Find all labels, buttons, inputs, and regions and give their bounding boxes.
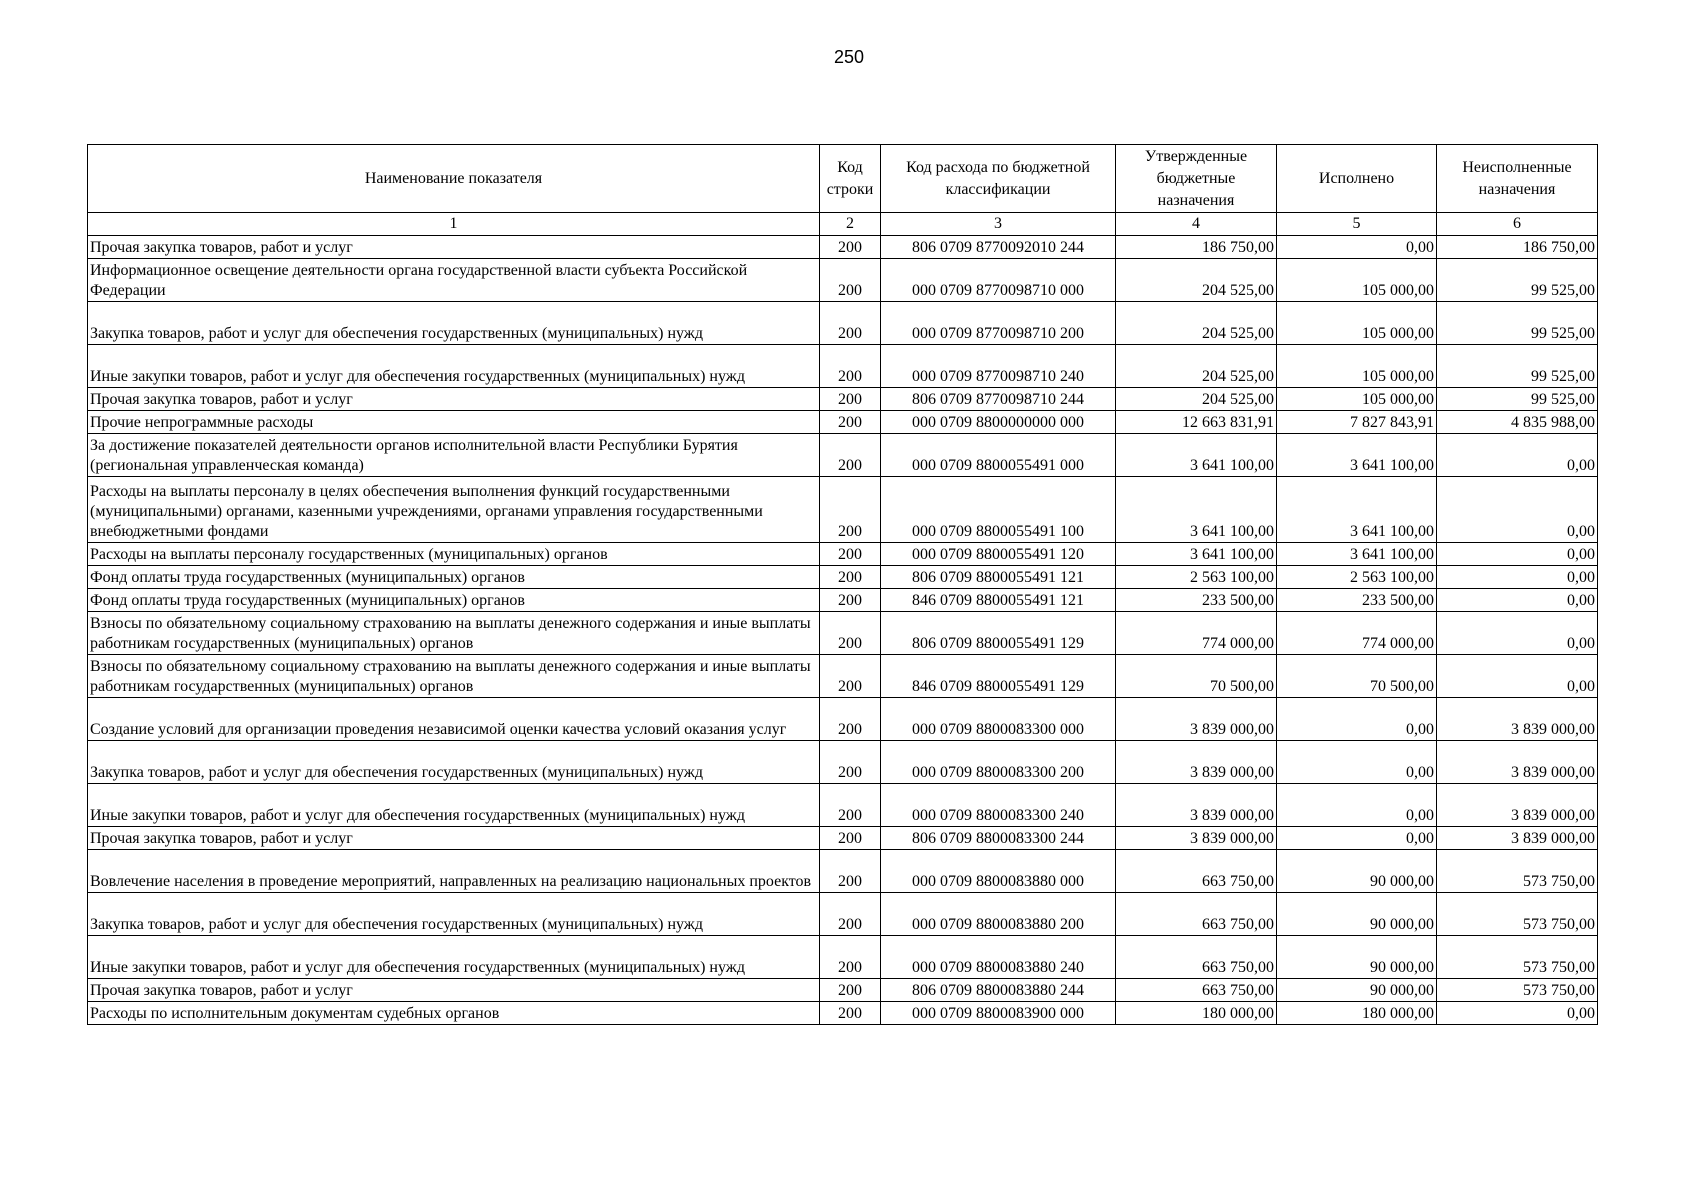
- row-name: Расходы на выплаты персоналу государственных (муниципальных) органов: [88, 543, 820, 566]
- row-executed: 0,00: [1277, 741, 1437, 784]
- row-unexecuted: 0,00: [1437, 1002, 1598, 1025]
- row-executed: 90 000,00: [1277, 936, 1437, 979]
- row-executed: 0,00: [1277, 698, 1437, 741]
- row-name: Фонд оплаты труда государственных (муниципальных) органов: [88, 566, 820, 589]
- row-approved: 774 000,00: [1116, 612, 1277, 655]
- row-code: 200: [820, 434, 881, 477]
- row-executed: 3 641 100,00: [1277, 434, 1437, 477]
- row-unexecuted: 99 525,00: [1437, 388, 1598, 411]
- row-unexecuted: 0,00: [1437, 612, 1598, 655]
- row-name: Прочая закупка товаров, работ и услуг: [88, 388, 820, 411]
- table-row: [88, 589, 1598, 612]
- row-approved: 3 641 100,00: [1116, 543, 1277, 566]
- table-row: [88, 784, 1598, 827]
- row-executed: 105 000,00: [1277, 302, 1437, 345]
- header-executed: Исполнено: [1277, 145, 1437, 213]
- row-code: 200: [820, 589, 881, 612]
- row-name: Расходы по исполнительным документам судебных органов: [88, 1002, 820, 1025]
- row-code: 200: [820, 979, 881, 1002]
- row-code: 200: [820, 850, 881, 893]
- row-name: Иные закупки товаров, работ и услуг для обеспечения государственных (муниципальных) нужд: [88, 345, 820, 388]
- row-code: 200: [820, 388, 881, 411]
- table-row: [88, 345, 1598, 388]
- row-approved: 3 641 100,00: [1116, 477, 1277, 543]
- row-name: Прочая закупка товаров, работ и услуг: [88, 979, 820, 1002]
- row-kbk-code: 000 0709 8800055491 000: [881, 434, 1116, 477]
- row-approved: 12 663 831,91: [1116, 411, 1277, 434]
- row-code: 200: [820, 827, 881, 850]
- budget-execution-table: [87, 144, 1598, 1025]
- row-approved: 2 563 100,00: [1116, 566, 1277, 589]
- row-name: Иные закупки товаров, работ и услуг для обеспечения государственных (муниципальных) нужд: [88, 784, 820, 827]
- table-row: [88, 543, 1598, 566]
- table-row: [88, 302, 1598, 345]
- row-kbk-code: 806 0709 8770092010 244: [881, 236, 1116, 259]
- table-row: [88, 236, 1598, 259]
- row-executed: 3 641 100,00: [1277, 543, 1437, 566]
- row-kbk-code: 806 0709 8800055491 121: [881, 566, 1116, 589]
- row-executed: 7 827 843,91: [1277, 411, 1437, 434]
- row-executed: 105 000,00: [1277, 259, 1437, 302]
- row-code: 200: [820, 302, 881, 345]
- row-kbk-code: 000 0709 8800083880 200: [881, 893, 1116, 936]
- column-number-row: [88, 213, 1598, 236]
- row-approved: 70 500,00: [1116, 655, 1277, 698]
- row-name: Иные закупки товаров, работ и услуг для обеспечения государственных (муниципальных) нужд: [88, 936, 820, 979]
- row-kbk-code: 000 0709 8770098710 240: [881, 345, 1116, 388]
- row-kbk-code: 000 0709 8800055491 100: [881, 477, 1116, 543]
- row-approved: 3 839 000,00: [1116, 784, 1277, 827]
- row-name: Взносы по обязательному социальному страхованию на выплаты денежного содержания и иные выплаты работникам государственных (муниципальных) органов: [88, 612, 820, 655]
- row-executed: 90 000,00: [1277, 893, 1437, 936]
- row-unexecuted: 0,00: [1437, 589, 1598, 612]
- row-approved: 663 750,00: [1116, 936, 1277, 979]
- table-row: [88, 612, 1598, 655]
- row-approved: 3 839 000,00: [1116, 698, 1277, 741]
- header-unexecuted: Неисполненные назначения: [1437, 145, 1598, 213]
- header-approved: Утвержденные бюджетные назначения: [1116, 145, 1277, 213]
- row-executed: 90 000,00: [1277, 979, 1437, 1002]
- row-kbk-code: 846 0709 8800055491 129: [881, 655, 1116, 698]
- row-approved: 233 500,00: [1116, 589, 1277, 612]
- row-name: Закупка товаров, работ и услуг для обеспечения государственных (муниципальных) нужд: [88, 893, 820, 936]
- row-kbk-code: 000 0709 8800083300 000: [881, 698, 1116, 741]
- row-code: 200: [820, 893, 881, 936]
- row-name: Прочие непрограммные расходы: [88, 411, 820, 434]
- table-row: [88, 698, 1598, 741]
- row-unexecuted: 99 525,00: [1437, 345, 1598, 388]
- row-name: Прочая закупка товаров, работ и услуг: [88, 827, 820, 850]
- row-unexecuted: 0,00: [1437, 566, 1598, 589]
- row-code: 200: [820, 936, 881, 979]
- header-name: Наименование показателя: [88, 145, 820, 213]
- row-unexecuted: 186 750,00: [1437, 236, 1598, 259]
- row-name: Прочая закупка товаров, работ и услуг: [88, 236, 820, 259]
- page-number: 250: [833, 47, 865, 67]
- row-approved: 663 750,00: [1116, 850, 1277, 893]
- row-code: 200: [820, 543, 881, 566]
- row-unexecuted: 573 750,00: [1437, 893, 1598, 936]
- table-row: [88, 827, 1598, 850]
- row-approved: 204 525,00: [1116, 302, 1277, 345]
- row-code: 200: [820, 784, 881, 827]
- row-code: 200: [820, 1002, 881, 1025]
- row-executed: 105 000,00: [1277, 345, 1437, 388]
- row-code: 200: [820, 566, 881, 589]
- row-name: Вовлечение населения в проведение мероприятий, направленных на реализацию национальных проектов: [88, 850, 820, 893]
- row-code: 200: [820, 741, 881, 784]
- row-name: За достижение показателей деятельности органов исполнительной власти Республики Бурятия (региональная управленческая команда): [88, 434, 820, 477]
- row-executed: 0,00: [1277, 784, 1437, 827]
- row-executed: 70 500,00: [1277, 655, 1437, 698]
- row-unexecuted: 3 839 000,00: [1437, 698, 1598, 741]
- row-unexecuted: 4 835 988,00: [1437, 411, 1598, 434]
- table-row: [88, 388, 1598, 411]
- row-kbk-code: 806 0709 8800083300 244: [881, 827, 1116, 850]
- row-kbk-code: 000 0709 8800083900 000: [881, 1002, 1116, 1025]
- table-row: [88, 979, 1598, 1002]
- column-number: 3: [881, 213, 1116, 236]
- column-number: 1: [88, 213, 820, 236]
- row-code: 200: [820, 698, 881, 741]
- row-kbk-code: 000 0709 8800083300 240: [881, 784, 1116, 827]
- row-executed: 0,00: [1277, 236, 1437, 259]
- row-code: 200: [820, 612, 881, 655]
- row-name: Информационное освещение деятельности органа государственной власти субъекта Российской Федерации: [88, 259, 820, 302]
- row-code: 200: [820, 411, 881, 434]
- table-row: [88, 259, 1598, 302]
- row-kbk-code: 000 0709 8800055491 120: [881, 543, 1116, 566]
- row-executed: 2 563 100,00: [1277, 566, 1437, 589]
- table-row: [88, 936, 1598, 979]
- header-kbk: Код расхода по бюджетной классификации: [881, 145, 1116, 213]
- row-approved: 204 525,00: [1116, 388, 1277, 411]
- row-kbk-code: 806 0709 8800055491 129: [881, 612, 1116, 655]
- row-code: 200: [820, 259, 881, 302]
- row-unexecuted: 573 750,00: [1437, 936, 1598, 979]
- row-name: Создание условий для организации проведения независимой оценки качества условий оказания услуг: [88, 698, 820, 741]
- column-number: 2: [820, 213, 881, 236]
- table-row: [88, 434, 1598, 477]
- row-executed: 3 641 100,00: [1277, 477, 1437, 543]
- column-number: 6: [1437, 213, 1598, 236]
- row-code: 200: [820, 655, 881, 698]
- row-approved: 204 525,00: [1116, 259, 1277, 302]
- row-unexecuted: 0,00: [1437, 477, 1598, 543]
- table-row: [88, 566, 1598, 589]
- row-unexecuted: 99 525,00: [1437, 259, 1598, 302]
- row-kbk-code: 000 0709 8800083300 200: [881, 741, 1116, 784]
- row-approved: 663 750,00: [1116, 979, 1277, 1002]
- row-kbk-code: 000 0709 8800000000 000: [881, 411, 1116, 434]
- table-row: [88, 741, 1598, 784]
- table-row: [88, 893, 1598, 936]
- row-name: Взносы по обязательному социальному страхованию на выплаты денежного содержания и иные выплаты работникам государственных (муниципальных) органов: [88, 655, 820, 698]
- row-executed: 0,00: [1277, 827, 1437, 850]
- row-unexecuted: 573 750,00: [1437, 979, 1598, 1002]
- row-executed: 233 500,00: [1277, 589, 1437, 612]
- row-executed: 180 000,00: [1277, 1002, 1437, 1025]
- table-body: [88, 236, 1598, 1025]
- row-kbk-code: 000 0709 8800083880 240: [881, 936, 1116, 979]
- table-row: [88, 411, 1598, 434]
- row-name: Закупка товаров, работ и услуг для обеспечения государственных (муниципальных) нужд: [88, 741, 820, 784]
- row-code: 200: [820, 345, 881, 388]
- row-executed: 90 000,00: [1277, 850, 1437, 893]
- row-executed: 774 000,00: [1277, 612, 1437, 655]
- header-row: [88, 145, 1598, 213]
- table-row: [88, 850, 1598, 893]
- row-approved: 204 525,00: [1116, 345, 1277, 388]
- row-unexecuted: 3 839 000,00: [1437, 827, 1598, 850]
- row-unexecuted: 99 525,00: [1437, 302, 1598, 345]
- row-approved: 663 750,00: [1116, 893, 1277, 936]
- table-row: [88, 1002, 1598, 1025]
- row-unexecuted: 573 750,00: [1437, 850, 1598, 893]
- row-unexecuted: 3 839 000,00: [1437, 784, 1598, 827]
- row-approved: 3 839 000,00: [1116, 827, 1277, 850]
- row-name: Закупка товаров, работ и услуг для обеспечения государственных (муниципальных) нужд: [88, 302, 820, 345]
- table-row: [88, 655, 1598, 698]
- row-unexecuted: 0,00: [1437, 655, 1598, 698]
- row-approved: 3 839 000,00: [1116, 741, 1277, 784]
- row-approved: 180 000,00: [1116, 1002, 1277, 1025]
- column-number: 4: [1116, 213, 1277, 236]
- row-unexecuted: 0,00: [1437, 543, 1598, 566]
- row-executed: 105 000,00: [1277, 388, 1437, 411]
- row-unexecuted: 3 839 000,00: [1437, 741, 1598, 784]
- row-kbk-code: 806 0709 8800083880 244: [881, 979, 1116, 1002]
- row-kbk-code: 806 0709 8770098710 244: [881, 388, 1116, 411]
- row-name: Расходы на выплаты персоналу в целях обеспечения выполнения функций государственными (муниципальными) органами, казенными учреждениями, органами управления государственными внебюджетными фондами: [88, 477, 820, 543]
- row-kbk-code: 000 0709 8770098710 200: [881, 302, 1116, 345]
- row-approved: 186 750,00: [1116, 236, 1277, 259]
- column-number: 5: [1277, 213, 1437, 236]
- row-code: 200: [820, 477, 881, 543]
- header-code: Код строки: [820, 145, 881, 213]
- row-code: 200: [820, 236, 881, 259]
- row-kbk-code: 000 0709 8770098710 000: [881, 259, 1116, 302]
- row-kbk-code: 000 0709 8800083880 000: [881, 850, 1116, 893]
- row-kbk-code: 846 0709 8800055491 121: [881, 589, 1116, 612]
- table-row: [88, 477, 1598, 543]
- row-approved: 3 641 100,00: [1116, 434, 1277, 477]
- row-name: Фонд оплаты труда государственных (муниципальных) органов: [88, 589, 820, 612]
- row-unexecuted: 0,00: [1437, 434, 1598, 477]
